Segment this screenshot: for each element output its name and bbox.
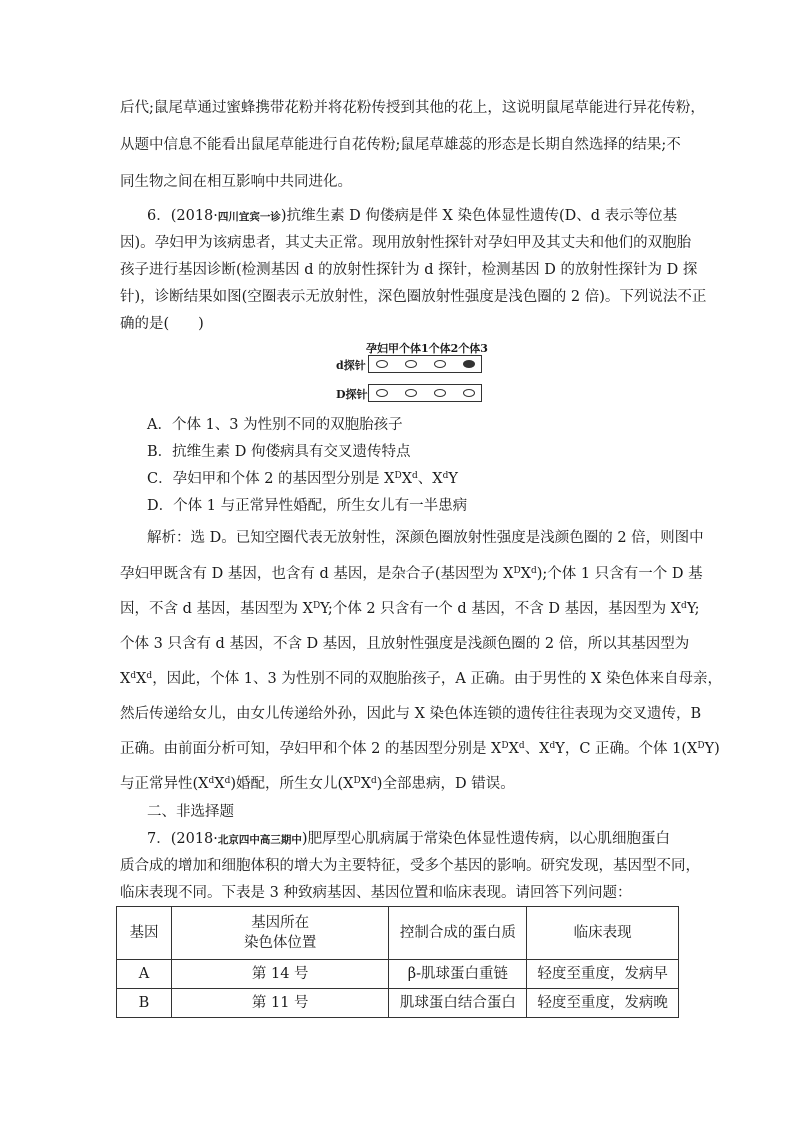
- option-c: [147, 469, 458, 489]
- analysis-text: Y;: [686, 601, 700, 617]
- analysis-line-6: 然后传递给女儿，由女儿传递给外孙，因此与 X 染色体连锁的遗传往往表现为交叉遗传，B: [120, 706, 702, 722]
- analysis-line-8: [120, 774, 515, 794]
- analysis-line-5: [120, 669, 722, 689]
- cell-gene: B: [117, 989, 172, 1018]
- analysis-text: 正确。由前面分析可知，孕妇甲和个体 2 的基因型分别是 X: [120, 741, 502, 757]
- intro-line-2: 从题中信息不能看出鼠尾草能进行自花传粉;鼠尾草雄蕊的形态是长期自然选择的结果;不: [120, 137, 681, 153]
- D-probe-individual3-empty-circle: [463, 389, 475, 397]
- analysis-text: Y): [704, 741, 720, 757]
- d-probe-mother-light-circle: [376, 360, 388, 368]
- analysis-text: 因，不含 d 基因，基因型为 X: [120, 601, 313, 617]
- superscript: D: [394, 471, 402, 481]
- option-d: D．个体 1 与正常异性婚配，所生女儿有一半患病: [147, 498, 468, 514]
- table-row: [117, 960, 679, 989]
- q6-line-2: 因)。孕妇甲为该病患者，其丈夫正常。现用放射性探针对孕妇甲及其丈夫和他们的双胞胎: [120, 235, 692, 251]
- option-a: A．个体 1、3 为性别不同的双胞胎孩子: [147, 417, 403, 433]
- cell-clinical: 轻度至重度，发病晚: [527, 989, 679, 1018]
- D-probe-individual1-light-circle: [405, 389, 417, 397]
- D-probe-row: [368, 384, 482, 402]
- analysis-text: X: [360, 776, 372, 792]
- header-location-line-1: 基因所在: [251, 915, 310, 931]
- superscript: d: [371, 776, 377, 786]
- table-row: [117, 989, 679, 1018]
- table-header-row: [117, 907, 679, 960]
- header-location-line-2: 染色体位置: [243, 935, 317, 951]
- superscript: d: [530, 566, 537, 576]
- q6-line-3: 孩子进行基因诊断(检测基因 d 的放射性探针为 d 探针，检测基因 D 的放射性探针为 D 探: [120, 262, 698, 278]
- superscript: d: [518, 741, 525, 751]
- q7-line-2: 质合成的增加和细胞体积的增大为主要特征，受多个基因的影响。研究发现，基因型不同，: [120, 858, 700, 874]
- q7-line-1: [147, 829, 670, 850]
- superscript: d: [681, 601, 687, 611]
- superscript: D: [312, 601, 321, 611]
- header-protein: 控制合成的蛋白质: [389, 907, 527, 960]
- superscript: d: [442, 471, 449, 481]
- q6-line-1: [147, 206, 677, 227]
- superscript: d: [412, 471, 418, 481]
- d-probe-row: [368, 355, 482, 373]
- analysis-text: );个体 1 只含有一个 D 基: [536, 566, 703, 582]
- superscript: d: [224, 776, 231, 786]
- q7-line1-rest: )肥厚型心肌病属于常染色体显性遗传病，以心肌细胞蛋白: [301, 831, 671, 847]
- d-probe-individual1-empty-circle: [405, 360, 417, 368]
- D-probe-individual2-empty-circle: [434, 389, 446, 397]
- analysis-line-1: 解析：选 D。已知空圈代表无放射性，深颜色圈放射性强度是浅颜色圈的 2 倍，则图中: [147, 530, 704, 546]
- d-probe-individual3-dark-circle: [463, 360, 475, 368]
- analysis-text: X: [120, 671, 131, 687]
- analysis-text: )全部患病，D 错误。: [376, 776, 515, 792]
- intro-line-1: 后代;鼠尾草通过蜜蜂携带花粉并将花粉传授到其他的花上，这说明鼠尾草能进行异花传粉，: [120, 100, 705, 116]
- cell-location: 第 14 号: [171, 960, 389, 989]
- analysis-line-7: [120, 739, 720, 759]
- cell-clinical: 轻度至重度，发病早: [527, 960, 679, 989]
- d-probe-label: d探针: [336, 359, 366, 372]
- superscript: D: [501, 741, 509, 751]
- analysis-line-2: [120, 564, 703, 584]
- header-clinical: 临床表现: [527, 907, 679, 960]
- gene-table: [116, 906, 679, 1018]
- D-probe-label: D探针: [336, 388, 368, 401]
- superscript: D: [697, 741, 705, 751]
- superscript: d: [208, 776, 215, 786]
- q6-number: 6．(2018·: [147, 208, 218, 224]
- q6-source: 四川宜宾一诊: [217, 211, 281, 223]
- analysis-text: 与正常异性(X: [120, 776, 209, 792]
- superscript: d: [130, 671, 137, 681]
- q6-line1-rest: )抗维生素 D 佝偻病是伴 X 染色体显性遗传(D、d 表示等位基: [280, 208, 678, 224]
- option-c-text: X: [401, 471, 413, 487]
- q7-source: 北京四中高三期中: [217, 834, 302, 846]
- analysis-text: X: [214, 776, 225, 792]
- header-gene: 基因: [117, 907, 172, 960]
- q7-number: 7．(2018·: [147, 831, 218, 847]
- analysis-text: ，因此，个体 1、3 为性别不同的双胞胎孩子，A 正确。由于男性的 X 染色体来自母亲，: [152, 671, 722, 687]
- analysis-line-3: [120, 599, 699, 619]
- cell-protein: β-肌球蛋白重链: [389, 960, 527, 989]
- analysis-text: Y;个体 2 只含有一个 d 基因，不含 D 基因，基因型为 X: [320, 601, 682, 617]
- cell-location: 第 11 号: [171, 989, 389, 1018]
- analysis-text: 孕妇甲既含有 D 基因，也含有 d 基因，是杂合子(基因型为 X: [120, 566, 514, 582]
- cell-protein: 肌球蛋白结合蛋白: [389, 989, 527, 1018]
- analysis-text: Y，C 正确。个体 1(X: [555, 741, 698, 757]
- q7-line-3: 临床表现不同。下表是 3 种致病基因、基因位置和临床表现。请回答下列问题：: [120, 885, 632, 901]
- option-c-text: 、X: [417, 471, 443, 487]
- analysis-text: X: [520, 566, 531, 582]
- q6-line-5: 确的是( ): [120, 316, 204, 332]
- q6-line-4: 针)，诊断结果如图(空圈表示无放射性，深色圈放射性强度是浅色圈的 2 倍)。下列说法不正: [120, 289, 707, 305]
- D-probe-mother-light-circle: [376, 389, 388, 397]
- superscript: D: [513, 566, 521, 576]
- section-title: 二、非选择题: [147, 804, 234, 820]
- analysis-text: )婚配，所生女儿(X: [230, 776, 354, 792]
- header-location: [171, 907, 389, 960]
- analysis-text: X: [136, 671, 147, 687]
- cell-gene: A: [117, 960, 172, 989]
- superscript: d: [146, 671, 153, 681]
- superscript: D: [353, 776, 361, 786]
- analysis-text: 、X: [524, 741, 550, 757]
- option-c-text: Y: [448, 471, 458, 487]
- superscript: d: [549, 741, 556, 751]
- option-b: B．抗维生素 D 佝偻病具有交叉遗传特点: [147, 444, 411, 460]
- probe-header: 孕妇甲个体1个体2个体3: [366, 342, 488, 355]
- analysis-line-4: 个体 3 只含有 d 基因，不含 D 基因，且放射性强度是浅颜色圈的 2 倍，所以其基因型为: [120, 636, 690, 652]
- d-probe-individual2-light-circle: [434, 360, 446, 368]
- intro-line-3: 同生物之间在相互影响中共同进化。: [120, 174, 352, 190]
- analysis-text: X: [508, 741, 519, 757]
- option-c-text: C．孕妇甲和个体 2 的基因型分别是 X: [147, 471, 395, 487]
